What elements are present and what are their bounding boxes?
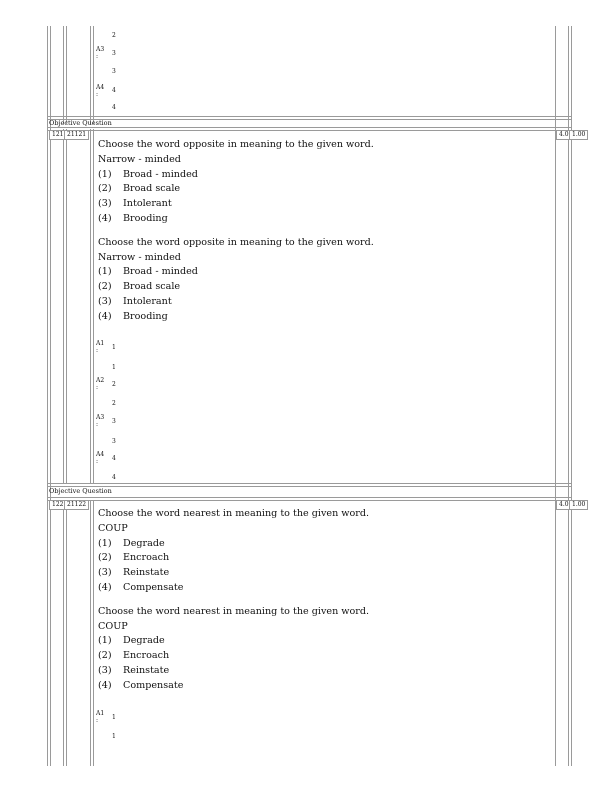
- sep-8: [47, 500, 572, 501]
- option: (4) Compensate: [98, 679, 184, 691]
- top-number: 2: [112, 32, 116, 39]
- sep-6: [47, 486, 572, 487]
- answer-colon: :: [96, 347, 99, 354]
- sep-2: [47, 119, 572, 120]
- q122-col-c: [90, 500, 91, 766]
- question-body: [98, 507, 369, 694]
- option: (4) Brooding: [98, 310, 168, 322]
- q121-col-d: [93, 129, 94, 484]
- answer-label: A3: [96, 46, 105, 53]
- sep-5: [47, 483, 572, 484]
- negative-marks: 1.00: [569, 130, 588, 140]
- q122-col-b: [66, 500, 67, 766]
- section-label: Objective Question: [49, 119, 112, 127]
- option: (1) Broad - minded: [98, 168, 198, 180]
- question-word: COUP: [98, 522, 128, 534]
- answer-label: A3: [96, 414, 105, 421]
- answer-value: 1: [112, 714, 116, 721]
- option: (1) Degrade: [98, 635, 165, 647]
- sep-7: [47, 497, 572, 498]
- serial-number: 122: [49, 500, 66, 510]
- question-stem: Choose the word opposite in meaning to the given word.: [98, 139, 374, 150]
- question-stem: Choose the word nearest in meaning to the given word.: [98, 605, 370, 617]
- answer-value: 4: [112, 87, 116, 94]
- serial-number: 121: [49, 130, 66, 140]
- question-word: Narrow - minded: [98, 251, 181, 263]
- option: (1) Broad - minded: [98, 266, 198, 278]
- sep-1: [47, 116, 572, 117]
- answer-colon: :: [96, 717, 99, 724]
- answer-number: 3: [112, 68, 116, 75]
- option: (4) Brooding: [98, 212, 168, 224]
- section-label: Objective Question: [49, 487, 112, 495]
- option: (3) Reinstate: [98, 567, 170, 579]
- q121-col-b: [66, 129, 67, 484]
- option: (3) Reinstate: [98, 664, 170, 676]
- option: (3) Intolerant: [98, 295, 172, 307]
- frame-col-serial-b: [66, 26, 67, 124]
- answer-label: A4: [96, 84, 105, 91]
- q121-col-c: [90, 129, 91, 484]
- answer-label: A4: [96, 451, 105, 458]
- question-id: 21121: [64, 130, 89, 140]
- option: (1) Degrade: [98, 537, 165, 549]
- frame-left-outer: [47, 26, 48, 766]
- marks: 4.0: [556, 130, 572, 140]
- option: (2) Encroach: [98, 650, 170, 662]
- answer-number: 3: [112, 438, 116, 445]
- frame-col-qid-a: [90, 26, 91, 124]
- q121-col-a: [63, 129, 64, 484]
- answer-number: 4: [112, 104, 116, 111]
- answer-value: 4: [112, 455, 116, 462]
- option: (2) Broad scale: [98, 281, 181, 293]
- answer-value: 3: [112, 50, 116, 57]
- sep-4: [47, 130, 572, 131]
- answer-colon: :: [96, 458, 99, 465]
- answer-number: 1: [112, 364, 116, 371]
- option: (4) Compensate: [98, 581, 184, 593]
- marks: 4.0: [556, 500, 572, 510]
- question-stem: Choose the word nearest in meaning to the given word.: [98, 508, 370, 519]
- frame-col-qid-b: [93, 26, 94, 124]
- answer-number: 2: [112, 400, 116, 407]
- answer-value: 1: [112, 344, 116, 351]
- answer-colon: :: [96, 53, 99, 60]
- answer-label: A2: [96, 377, 105, 384]
- answer-number: 1: [112, 733, 116, 740]
- q122-col-a: [63, 500, 64, 766]
- option: (2) Broad scale: [98, 183, 181, 195]
- sep-3: [47, 127, 572, 128]
- answer-value: 3: [112, 418, 116, 425]
- option: (3) Intolerant: [98, 198, 172, 210]
- question-id: 21122: [64, 500, 89, 510]
- q122-col-d: [93, 500, 94, 766]
- answer-colon: :: [96, 421, 99, 428]
- answer-colon: :: [96, 384, 99, 391]
- answer-label: A1: [96, 340, 105, 347]
- answer-value: 2: [112, 381, 116, 388]
- question-word: Narrow - minded: [98, 153, 181, 165]
- question-word: COUP: [98, 620, 128, 632]
- frame-col-serial-a: [63, 26, 64, 124]
- negative-marks: 1.00: [569, 500, 588, 510]
- answer-colon: :: [96, 91, 99, 98]
- question-stem: Choose the word opposite in meaning to the given word.: [98, 236, 374, 248]
- answer-label: A1: [96, 710, 105, 717]
- answer-number: 4: [112, 474, 116, 481]
- question-body: [98, 138, 374, 325]
- option: (2) Encroach: [98, 552, 170, 564]
